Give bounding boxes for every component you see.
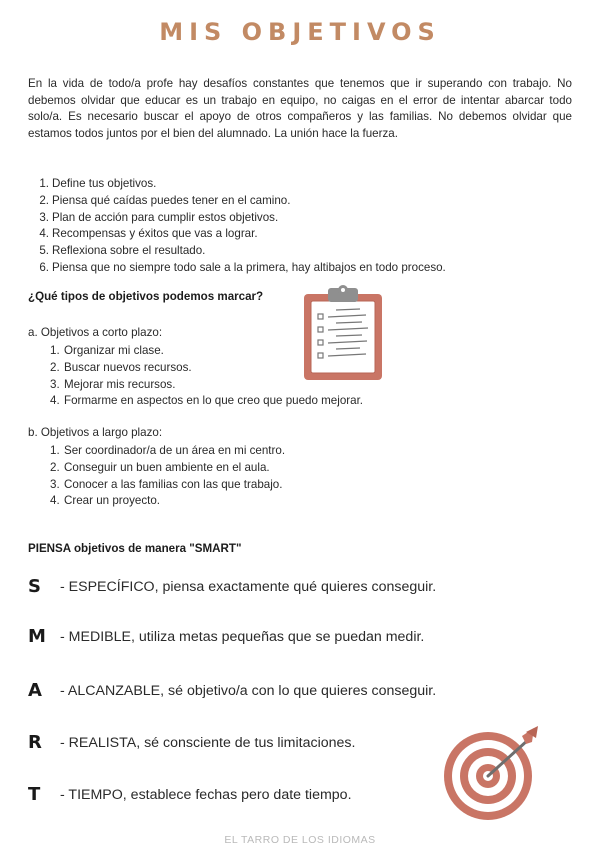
footer-brand: EL TARRO DE LOS IDIOMAS [224,834,376,846]
smart-letter: R [28,732,42,753]
list-item: 4. Recompensas y éxitos que vas a lograr. [39,227,258,241]
long-term-list [50,443,285,510]
long-term-label: b. Objetivos a largo plazo: [28,426,163,439]
smart-description: - TIEMPO, establece fechas pero date tiempo. [60,787,352,803]
list-item: 5. Reflexiona sobre el resultado. [39,244,206,258]
list-item: 4. Formarme en aspectos en lo que creo que puedo mejorar. [50,394,364,408]
intro-paragraph: En la vida de todo/a profe hay desafíos constantes que tenemos que ir superando con trabajo. No debemos olvidar que educar es un trabajo en equipo, no caigas en el error de intentar abarcar todo solo/a. Es necesario buscar el apoyo de otros compañeros y las familias. No debemos olvidar que estamos todos juntos por el bien del alumnado. La unión hace la fuerza. [28,77,572,140]
list-item: 4. Crear un proyecto. [50,494,161,508]
smart-description: - MEDIBLE, utiliza metas pequeñas que se puedan medir. [60,629,425,645]
smart-heading: PIENSA objetivos de manera "SMART" [28,542,242,555]
smart-letter: M [28,626,46,647]
smart-description: - ESPECÍFICO, piensa exactamente qué quieres conseguir. [60,579,437,595]
page-title: MIS OBJETIVOS [159,18,441,46]
objective-types-heading: ¿Qué tipos de objetivos podemos marcar? [28,290,264,303]
list-item: 3. Plan de acción para cumplir estos objetivos. [39,210,279,224]
smart-description: - ALCANZABLE, sé objetivo/a con lo que quieres conseguir. [60,683,437,699]
target-arrow-icon [442,724,540,829]
list-item: 2. Buscar nuevos recursos. [50,360,192,374]
smart-description: - REALISTA, sé consciente de tus limitaciones. [60,735,356,751]
list-item: 1. Organizar mi clase. [50,344,164,357]
list-item: 1. Ser coordinador/a de un área en mi centro. [50,444,286,457]
list-item: 6. Piensa que no siempre todo sale a la primera, hay altibajos en todo proceso. [39,260,446,274]
list-item: 2. Piensa qué caídas puedes tener en el camino. [39,193,291,207]
smart-letter: T [28,784,41,805]
short-term-label: a. Objetivos a corto plazo: [28,326,163,339]
smart-letter: A [28,680,42,701]
smart-letter: S [28,576,41,597]
list-item: 1. Define tus objetivos. [39,177,157,190]
list-item: 3. Conocer a las familias con las que trabajo. [50,477,283,491]
steps-list [38,176,578,277]
list-item: 3. Mejorar mis recursos. [50,377,176,391]
list-item: 2. Conseguir un buen ambiente en el aula. [50,460,270,474]
short-term-list [50,343,363,410]
